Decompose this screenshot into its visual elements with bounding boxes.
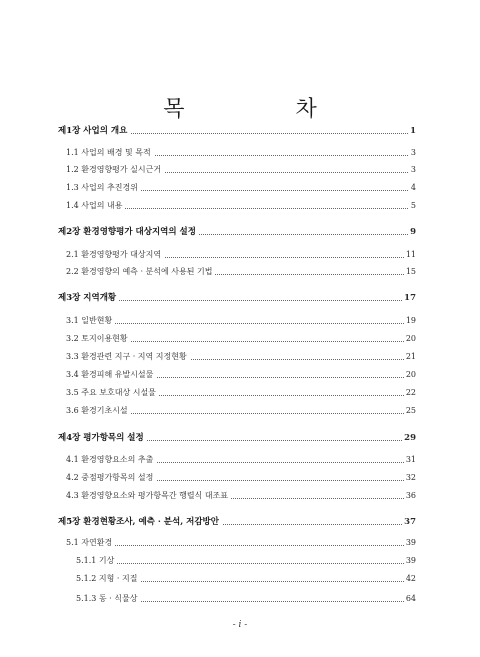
toc-entry-page: 42 [404,572,416,586]
toc-entry-label: 제4장 평가항목의 설정 [58,431,147,445]
toc-section-entry [0,265,480,279]
toc-entry-label: 1.3 사업의 추진경위 [66,181,141,195]
toc-section-entry [0,554,480,568]
toc-section-entry [0,404,480,418]
toc-entry-page: 5 [409,199,416,213]
toc-section-entry [0,181,480,195]
toc-entry-label: 4.1 환경영향요소의 추출 [66,453,156,467]
toc-section-entry [0,572,480,586]
toc-entry-page: 32 [404,471,416,485]
toc-section-entry [0,146,480,160]
toc-entry-label: 제2장 환경영향평가 대상지역의 설정 [58,225,199,239]
toc-entry-label: 3.6 환경기초시설 [66,404,131,418]
toc-entry-page: 64 [404,592,416,606]
toc-chapter-entry [0,515,480,529]
toc-entry-page: 22 [404,386,416,400]
page-number-footer: - i - [232,620,248,630]
toc-entry-page: 3 [409,146,416,160]
toc-entry-page: 20 [404,332,416,346]
toc-section-entry [0,350,480,364]
toc-entry-page: 1 [410,126,416,136]
toc-entry-label: 3.1 일반현황 [66,314,115,328]
toc-entry-page: 37 [404,517,416,527]
toc-entry-page: 25 [404,404,416,418]
toc-section-entry [0,163,480,177]
toc-entry-label: 1.2 환경영향평가 실시근거 [66,163,164,177]
toc-chapter-entry [0,124,480,138]
toc-section-entry [0,332,480,346]
toc-section-entry [0,314,480,328]
toc-chapter-entry [0,225,480,239]
toc-entry-label: 3.4 환경피해 유발시설물 [66,368,156,382]
toc-entry-label: 5.1 자연환경 [66,536,115,550]
toc-entry-label: 3.5 주요 보호대상 시설물 [66,386,159,400]
page-title: 목 차 [163,97,369,122]
toc-entry-label: 4.3 환경영향요소와 평가항목간 행렬식 대조표 [66,489,231,503]
toc-entry-page: 3 [409,163,416,177]
toc-entry-label: 2.2 환경영향의 예측 · 분석에 사용된 기법 [66,265,215,279]
toc-entry-label: 4.2 중점평가항목의 설정 [66,471,156,485]
toc-entry-page: 15 [404,265,416,279]
toc-entry-label: 5.1.1 기상 [76,554,117,568]
toc-entry-label: 5.1.2 지형 · 지질 [76,572,140,586]
toc-entry-label: 제5장 환경현황조사, 예측 · 분석, 저감방안 [58,515,222,529]
toc-entry-label: 3.3 환경관련 지구 · 지역 지정현황 [66,350,190,364]
toc-section-entry [0,489,480,503]
toc-entry-page: 9 [410,227,416,237]
toc-entry-page: 19 [404,314,416,328]
toc-section-entry [0,248,480,262]
toc-leader-dots [70,545,410,546]
toc-entry-label: 제3장 지역개황 [58,291,119,305]
toc-entry-page: 20 [404,368,416,382]
toc-section-entry [0,368,480,382]
toc-chapter-entry [0,431,480,445]
toc-entry-page: 17 [404,293,416,303]
toc-entry-label: 제1장 사업의 개요 [58,124,130,138]
toc-section-entry [0,536,480,550]
toc-section-entry [0,453,480,467]
toc-entry-label: 2.1 환경영향평가 대상지역 [66,248,164,262]
toc-entry-page: 11 [404,248,416,262]
toc-entry-page: 31 [404,453,416,467]
toc-section-entry [0,199,480,213]
toc-leader-dots [80,563,410,564]
toc-entry-label: 1.1 사업의 배경 및 목적 [66,146,154,160]
toc-entry-page: 39 [404,554,416,568]
toc-entry-label: 1.4 사업의 내용 [66,199,125,213]
toc-entry-page: 36 [404,489,416,503]
toc-entry-page: 4 [409,181,416,195]
toc-chapter-entry [0,291,480,305]
toc-entry-page: 29 [404,433,416,443]
toc-entry-page: 21 [404,350,416,364]
toc-entry-page: 39 [404,536,416,550]
toc-leader-dots [70,323,410,324]
toc-section-entry [0,386,480,400]
toc-section-entry [0,592,480,606]
toc-section-entry [0,471,480,485]
toc-entry-label: 3.2 토지이용현황 [66,332,131,346]
toc-entry-label: 5.1.3 동 · 식물상 [76,592,140,606]
